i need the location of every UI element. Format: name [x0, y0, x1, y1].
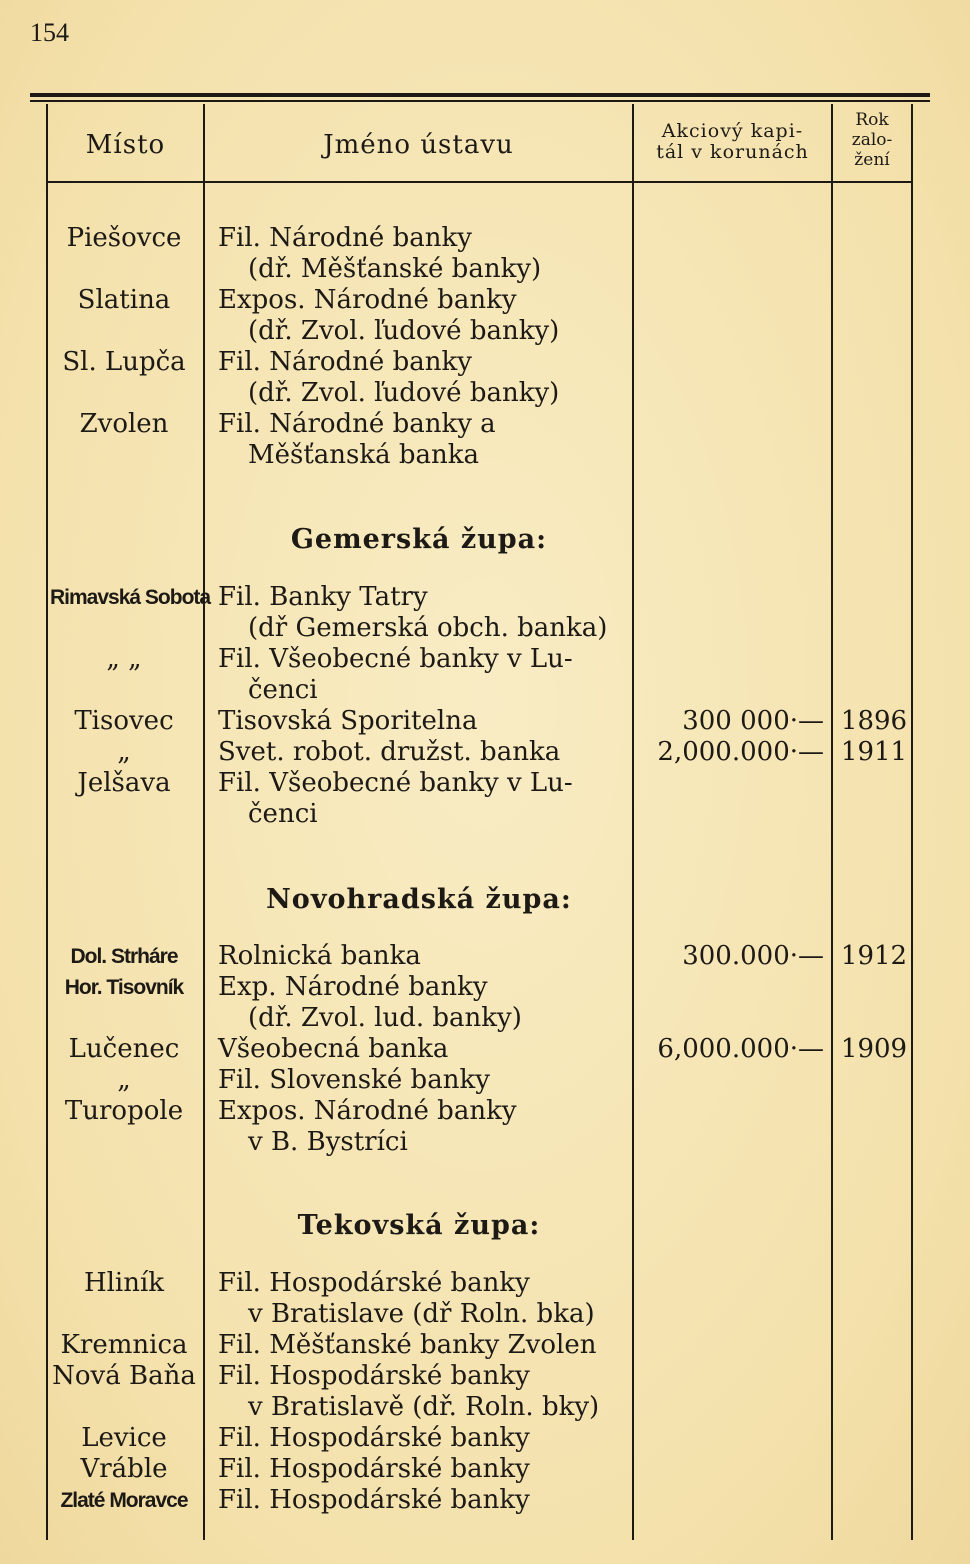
institution-cell: (dř. Měšťanské banky) — [248, 254, 542, 284]
institution-cell: Fil. Národné banky a — [218, 409, 496, 439]
institution-cell: Svet. robot. družst. banka — [218, 737, 561, 767]
institution-cell: Fil. Hospodárské banky — [218, 1485, 530, 1515]
table-row — [0, 972, 970, 1003]
place-cell: Zlaté Moravce — [60, 1489, 188, 1512]
header-year-line3: žení — [854, 150, 890, 170]
institution-cell: Všeobecná banka — [218, 1034, 449, 1064]
institution-cell: čenci — [248, 799, 318, 829]
table-row — [0, 675, 970, 706]
table-row — [0, 378, 970, 409]
header-institution: Jméno ústavu — [323, 130, 514, 160]
place-cell: Hor. Tisovník — [64, 976, 184, 999]
capital-cell: 2,000.000·— — [657, 737, 824, 767]
institution-cell: Tisovská Sporitelna — [218, 706, 478, 736]
institution-cell: Fil. Národné banky — [218, 223, 472, 253]
header-capital — [634, 121, 831, 163]
institution-cell: Fil. Všeobecné banky v Lu- — [218, 768, 573, 798]
institution-cell: čenci — [248, 675, 318, 705]
institution-cell: Fil. Hospodárské banky — [218, 1423, 530, 1453]
table-row — [0, 644, 970, 675]
table-row — [0, 941, 970, 972]
place-cell: Piešovce — [66, 223, 182, 253]
table-row — [0, 1361, 970, 1392]
place-cell: Vráble — [80, 1454, 168, 1484]
table-row — [0, 223, 970, 254]
table-row — [0, 1423, 970, 1454]
table-row — [0, 1268, 970, 1299]
capital-cell: 300 000·— — [682, 706, 824, 736]
institution-cell: (dř. Zvol. ľudové banky) — [248, 378, 560, 408]
institution-cell: Fil. Hospodárské banky — [218, 1361, 530, 1391]
place-cell: Jelšava — [77, 768, 171, 798]
table-row — [0, 582, 970, 613]
place-cell: „ „ — [106, 644, 142, 674]
institution-cell: Exp. Národné banky — [218, 972, 488, 1002]
institution-cell: Fil. Slovenské banky — [218, 1065, 490, 1095]
table-row — [0, 1330, 970, 1361]
table-row — [0, 1096, 970, 1127]
institution-cell: Měšťanská banka — [248, 440, 480, 470]
header-place: Místo — [85, 130, 166, 160]
header-year — [833, 110, 911, 170]
table-row — [0, 1485, 970, 1516]
year-cell: 1909 — [840, 1034, 908, 1064]
institution-cell: Fil. Hospodárské banky — [218, 1268, 530, 1298]
header-rule — [46, 181, 912, 183]
table-row — [0, 285, 970, 316]
year-cell: 1912 — [840, 941, 908, 971]
institution-cell: Fil. Měšťanské banky Zvolen — [218, 1330, 597, 1360]
institution-cell: Fil. Národné banky — [218, 347, 472, 377]
header-year-line1: Rok — [855, 110, 889, 130]
table-row — [0, 1299, 970, 1330]
table-row — [0, 440, 970, 471]
place-cell: Turopole — [64, 1096, 184, 1126]
year-cell: 1911 — [840, 737, 908, 767]
place-cell: „ — [117, 1065, 131, 1095]
place-cell: Rimavská Sobota — [50, 586, 211, 609]
header-capital-line2: tál v korunách — [656, 141, 809, 163]
institution-cell: (dř. Zvol. lud. banky) — [248, 1003, 522, 1033]
table-row — [0, 706, 970, 737]
institution-cell: Rolnická banka — [218, 941, 421, 971]
table-row — [0, 347, 970, 378]
place-cell: „ — [117, 737, 131, 767]
institution-cell: Expos. Národné banky — [218, 1096, 517, 1126]
table-row — [0, 1065, 970, 1096]
institution-cell: v Bratislave (dř Roln. bka) — [248, 1299, 595, 1329]
institution-cell: Fil. Všeobecné banky v Lu- — [218, 644, 573, 674]
place-cell: Tisovec — [74, 706, 174, 736]
table-row — [0, 613, 970, 644]
table-row — [0, 1392, 970, 1423]
institution-cell: (dř. Zvol. ľudové banky) — [248, 316, 560, 346]
place-cell: Zvolen — [79, 409, 169, 439]
institution-cell: Expos. Národné banky — [218, 285, 517, 315]
section-heading: Gemerská župa: — [290, 524, 548, 555]
table-row — [0, 737, 970, 768]
place-cell: Sl. Lupča — [62, 347, 186, 377]
page-number: 154 — [30, 18, 69, 47]
table-row — [0, 254, 970, 285]
place-cell: Hliník — [83, 1268, 165, 1298]
year-cell: 1896 — [840, 706, 908, 736]
capital-cell: 6,000.000·— — [657, 1034, 824, 1064]
capital-cell: 300.000·— — [682, 941, 824, 971]
institution-cell: v B. Bystríci — [248, 1127, 408, 1157]
place-cell: Levice — [81, 1423, 167, 1453]
table-row — [0, 1454, 970, 1485]
institution-cell: v Bratislavě (dř. Roln. bky) — [248, 1392, 600, 1422]
section-heading: Tekovská župa: — [297, 1210, 541, 1241]
table-row — [0, 316, 970, 347]
top-rule-thin — [30, 100, 930, 102]
table-row — [0, 1034, 970, 1065]
header-year-line2: zalo- — [851, 130, 893, 150]
institution-cell: (dř Gemerská obch. banka) — [248, 613, 608, 643]
place-cell: Slatina — [77, 285, 171, 315]
place-cell: Lučenec — [68, 1034, 180, 1064]
table-row — [0, 409, 970, 440]
table-row — [0, 768, 970, 799]
place-cell: Nová Baňa — [52, 1361, 196, 1391]
place-cell: Kremnica — [60, 1330, 188, 1360]
section-heading: Novohradská župa: — [266, 884, 572, 915]
place-cell: Dol. Strháre — [70, 945, 178, 968]
table-row — [0, 1127, 970, 1158]
institution-cell: Fil. Hospodárské banky — [218, 1454, 530, 1484]
top-rule — [30, 93, 930, 97]
table-row — [0, 1003, 970, 1034]
header-capital-line1: Akciový kapi- — [661, 120, 804, 142]
institution-cell: Fil. Banky Tatry — [218, 582, 428, 612]
table-row — [0, 799, 970, 830]
